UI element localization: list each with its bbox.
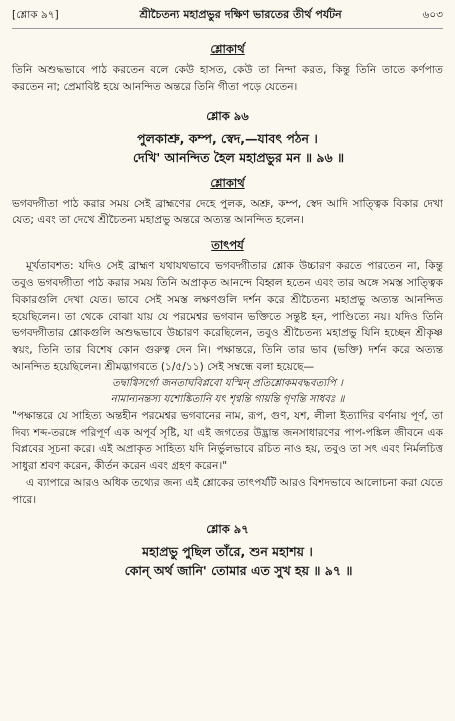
- purport-closing: এ ব্যাপারে আরও অধিক তথ্যের জন্য এই শ্লোকের তাৎপর্যটি আরও বিশদভাবে আলোচনা করা যেতে পারে।: [12, 476, 443, 506]
- chapter-title: শ্রীচৈতন্য মহাপ্রভুর দক্ষিণ ভারতের তীর্থ পর্যটন: [139, 8, 342, 21]
- verse-96: [12, 129, 443, 167]
- verse-96-line-1: পুলকাশ্রু, কম্প, স্বেদ,—যাবৎ পঠন ।: [137, 130, 318, 146]
- page-header: [12, 6, 443, 29]
- translation-heading-2: শ্লোকার্থ: [210, 175, 245, 190]
- verse-96-line-2: দেখি' আনন্দিত হৈল মহাপ্রভুর মন ॥ ৯৬ ॥: [132, 149, 345, 165]
- page-number: ৬০৩: [422, 9, 443, 21]
- sanskrit-quote-line-2: নামান্যনন্তস্য যশোঙ্কিতানি যৎ শৃণ্বন্তি গায়ন্তি গৃণন্তি সাধবঃ ॥: [110, 393, 345, 405]
- quote-translation: "পক্ষান্তরে যে সাহিত্য অন্তহীন পরমেশ্বর ভগবানের নাম, রূপ, গুণ, যশ, লীলা ইত্যাদির বর্ণনায় পূর্ণ, তা দিব্য শব্দ-তরঙ্গে পরিপূর্ণ এক অপূর্ব সৃষ্টি, যা এই জগতের উদ্ভ্রান্ত জনসাধারণের পাপ-পঙ্কিল জীবনে এক বিপ্লবের সূচনা করে। এই অপ্রাকৃত সাহিত্য যদি নির্ভুলভাবে রচিত নাও হয়, তবুও তা সৎ এবং নির্মলচিত্ত সাধুরা শ্রবণ করেন, কীর্তন করেন এবং গ্রহণ করেন।": [12, 409, 443, 473]
- verse-97-line-2: কোন্ অর্থ জানি' তোমার এত সুখ হয় ॥ ৯৭ ॥: [124, 562, 353, 578]
- purport-text: মূর্খতাবশত: যদিও সেই ব্রাহ্মণ যথাযথভাবে ভগবদ্গীতার শ্লোক উচ্চারণ করতে পারতেন না, কিন্তু তবুও ভগবদ্গীতা পাঠ করার সময় তিনি অপ্রাকৃত আনন্দে বিহ্বল হতেন এবং তার অঙ্গে সমস্ত সাত্ত্বিক বিকারগুলি দেখা যেত। ভাবে সেই সমস্ত লক্ষণগুলি দর্শন করে শ্রীচৈতন্য মহাপ্রভু অত্যন্ত আনন্দিত হয়েছিলেন। তা থেকে বোঝা যায় যে পরমেশ্বর ভগবান ভক্তিতে সন্তুষ্ট হন, পাণ্ডিত্যে নয়। যদিও তিনি ভগবদ্গীতার শ্লোকগুলি অশুদ্ধভাবে উচ্চারণ করেছিলেন, তবুও শ্রীচৈতন্য মহাপ্রভু যিনি হচ্ছেন শ্রীকৃষ্ণ স্বয়ং, তিনি তার বিশেষ কোন গুরুত্ব দেন নি। পক্ষান্তরে, তিনি তার ভাব (ভক্তি) দর্শন করে অত্যন্ত আনন্দিত হয়েছিলেন। শ্রীমদ্ভাগবতে (১/৫/১১) সেই সম্বন্ধে বলা হয়েছে—: [12, 260, 443, 373]
- sanskrit-quote-line-1: তদ্বাগ্বিসর্গো জনতাঘবিপ্লবো যস্মিন্ প্রতিশ্লোকমবদ্ধবত্যপি ।: [112, 377, 343, 389]
- translation-text-1: তিনি অশুদ্ধভাবে পাঠ করতেন বলে কেউ হাসত, কেউ তা নিন্দা করত, কিন্তু তিনি তাতে কর্ণপাত করতেন না; প্রেমাবিষ্ট হয়ে আনন্দিত অন্তরে তিনি গীতা পড়ে যেতেন।: [12, 64, 443, 93]
- translation-text-2: ভগবদ্গীতা পাঠ করার সময় সেই ব্রাহ্মণের দেহে পুলক, অশ্রু, কম্প, স্বেদ আদি সাত্ত্বিক বিকার দেখা যেত; এবং তা দেখে শ্রীচৈতন্য মহাপ্রভু অন্তরে অত্যন্ত আনন্দিত হলেন।: [12, 197, 443, 227]
- purport-heading: তাৎপর্য: [211, 238, 244, 253]
- verse-reference: [শ্লোক ৯৭]: [12, 9, 59, 21]
- verse-97-line-1: মহাপ্রভু পুছিল তাঁরে, শুন মহাশয় ।: [142, 543, 313, 559]
- verse-96-heading: শ্লোক ৯৬: [206, 108, 249, 123]
- translation-heading-1: শ্লোকার্থ: [210, 42, 245, 56]
- verse-97: [12, 542, 443, 580]
- verse-97-heading: শ্লোক ৯৭: [206, 521, 249, 536]
